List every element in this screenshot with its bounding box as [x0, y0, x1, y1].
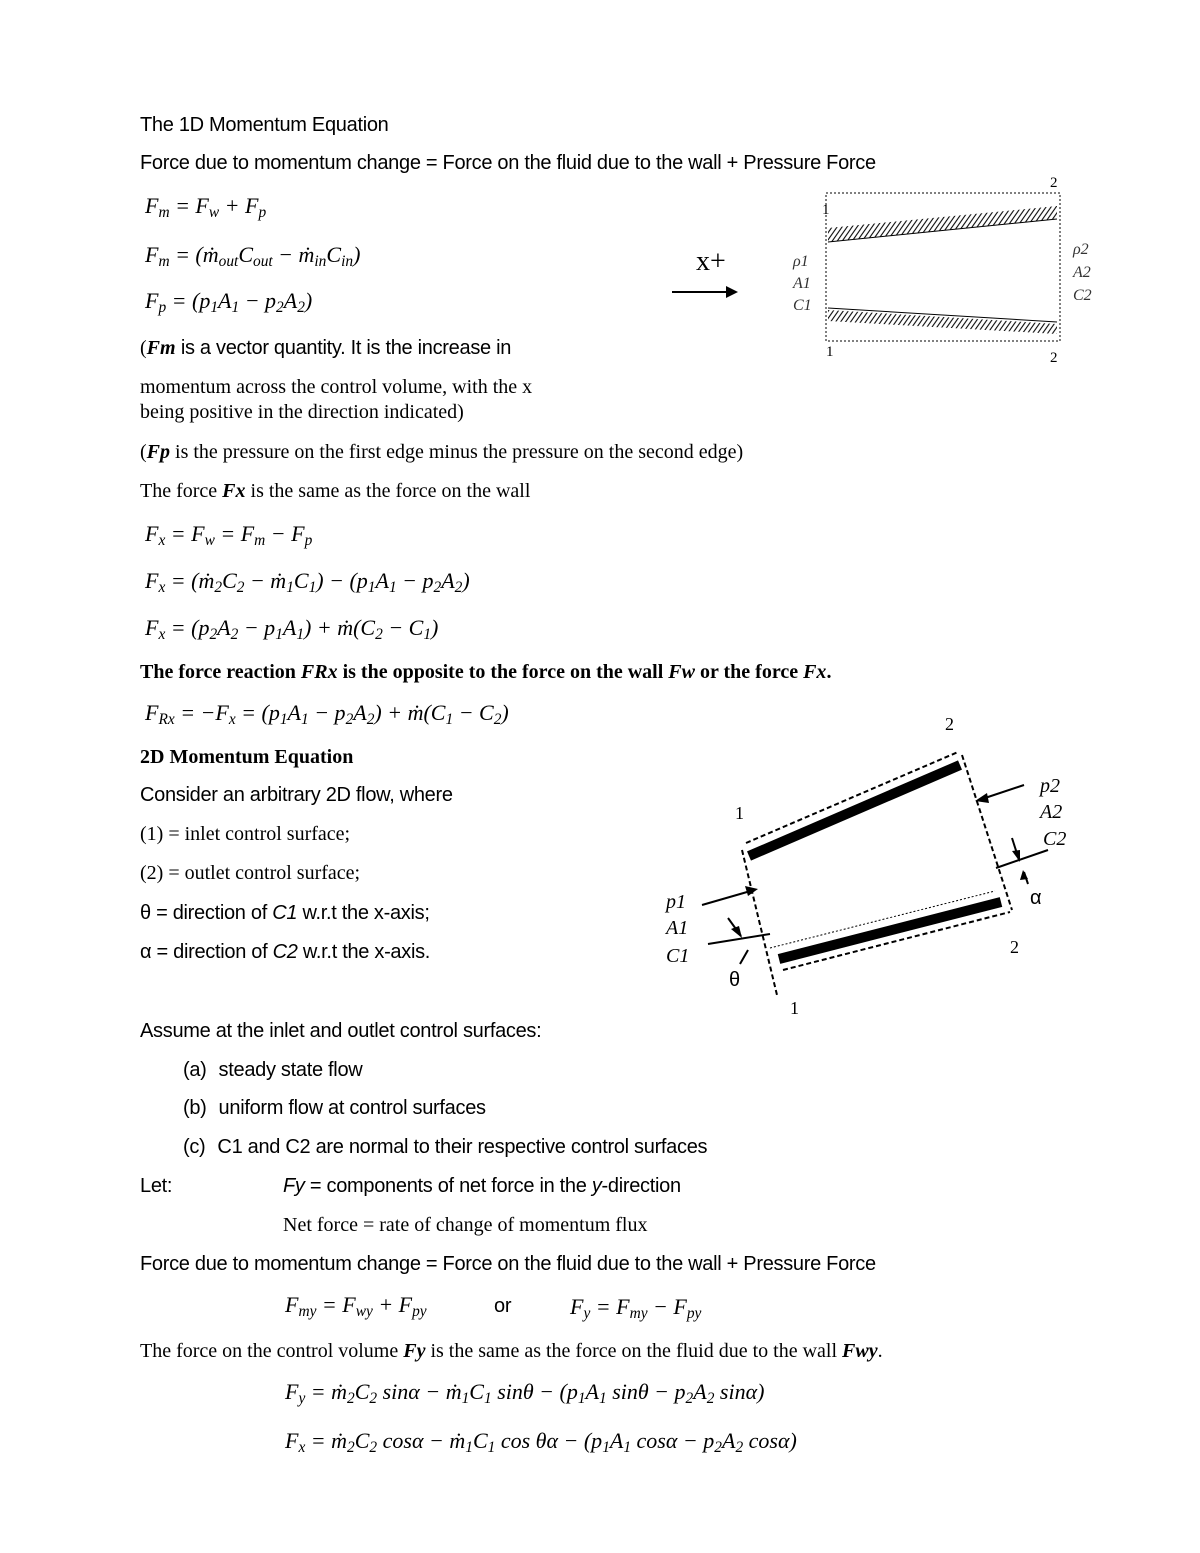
list-item-a: (a) steady state flow — [183, 1059, 363, 1081]
consider-text: Consider an arbitrary 2D flow, where — [140, 784, 453, 806]
eq-fx3: $F_x = (p_2A_2 - p_1A_1)$ + $ṁ(C_2 - C_1)$ — [145, 615, 439, 643]
fm-note-line3: being positive in the direction indicated) — [140, 401, 464, 423]
eq-fy-alt: $F_y = F_{my} - F_{py}$ — [570, 1294, 702, 1322]
outlet-area-label: A2 — [1073, 264, 1091, 281]
def-theta: θ = direction of C1 w.r.t the x-axis; — [140, 902, 430, 924]
section-label-1-top: 1 — [822, 202, 830, 218]
or-text: or — [494, 1295, 512, 1317]
inlet-theta-marker — [708, 918, 770, 964]
label-1-bottom: 1 — [790, 998, 799, 1018]
fx-note: The force Fx is the same as the force on the wall — [140, 480, 531, 502]
inlet-pressure-label: p1 — [666, 891, 686, 913]
x-plus-label: x+ — [696, 246, 726, 277]
eq-frx: $F_{Rx} = -F_x = (p_1A_1 - p_2A_2)$ + $ṁ(C_1 - C_2)$ — [145, 700, 509, 728]
inlet-density-label: ρ1 — [793, 253, 809, 270]
label-2-right: 2 — [1010, 937, 1019, 957]
def-outlet: (2) = outlet control surface; — [140, 862, 361, 884]
reaction-statement: The force reaction FRx is the opposite to the force on the wall Fw or the force Fx. — [140, 661, 832, 683]
fp-note: (Fp is the pressure on the first edge minus the pressure on the second edge) — [140, 441, 744, 463]
duct-top-wall — [746, 752, 960, 856]
inlet-pressure-arrow — [702, 886, 758, 905]
fy-definition: Fy = components of net force in the y-direction — [283, 1175, 681, 1197]
inlet-area-label: A1 — [666, 917, 689, 939]
eq-fx1: $F_x = F_w = F_m - F_p$ — [145, 521, 313, 549]
inlet-control-surface — [742, 850, 777, 995]
intro-text: Force due to momentum change = Force on the fluid due to the wall + Pressure Force — [140, 152, 876, 174]
outlet-pressure-label: p2 — [1040, 775, 1060, 797]
eq-fm-def: $F_m$ = ($ṁ_{out}C_{out}$ − $ṁ_{in}C_{in}$) — [145, 242, 361, 270]
eq-fm-sum: $F_m = F_w + F_p$ — [145, 193, 267, 221]
outlet-control-surface — [962, 755, 1012, 910]
theta-label: θ — [729, 969, 741, 991]
cv-note: The force on the control volume Fy is the same as the force on the fluid due to the wall Fwy. — [140, 1340, 883, 1362]
duct-bottom-wall — [770, 891, 1010, 970]
eq-fy-full: $F_y$ = $ṁ_2C_2$ $\sin\alpha - ṁ_1C_1$ $\sin\theta - (p_1A_1$ $\sin\theta - p_2A_2$ sinα) — [285, 1379, 765, 1407]
label-2-top: 2 — [945, 714, 954, 734]
inlet-velocity-label: C1 — [793, 297, 812, 314]
inlet-area-label: A1 — [793, 275, 811, 292]
section-label-2-bottom: 2 — [1050, 350, 1058, 366]
intro-text-2: Force due to momentum change = Force on the fluid due to the wall + Pressure Force — [140, 1253, 876, 1275]
fm-note-line2: momentum across the control volume, with the x — [140, 376, 533, 398]
eq-fx2: $F_x$ = ($ṁ_2C_2$ − $ṁ_1C_1) - (p_1A_1 - p_2A_2)$ — [145, 568, 470, 596]
eq-fmy-sum: $F_{my} = F_{wy} + F_{py}$ — [285, 1292, 427, 1320]
alpha-label: α — [1030, 887, 1042, 909]
eq-fx-full: $F_x$ = $ṁ_2C_2$ $\cos\alpha - ṁ_1C_1$ $\cos \theta\alpha - (p_1A_1$ $\cos\alpha - p_2A_2$ cosα) — [285, 1428, 797, 1456]
label-1-top: 1 — [735, 803, 744, 823]
outlet-pressure-arrow — [975, 785, 1024, 803]
outlet-alpha-marker — [996, 838, 1048, 884]
outlet-velocity-label: C2 — [1043, 828, 1067, 850]
inlet-velocity-label: C1 — [666, 945, 690, 967]
assume-text: Assume at the inlet and outlet control surfaces: — [140, 1020, 542, 1042]
def-alpha: α = direction of C2 w.r.t the x-axis. — [140, 941, 431, 963]
outlet-area-label: A2 — [1040, 801, 1063, 823]
list-item-b: (b) uniform flow at control surfaces — [183, 1097, 486, 1119]
let-label: Let: — [140, 1175, 173, 1197]
page-title: The 1D Momentum Equation — [140, 114, 389, 136]
section-label-2-top: 2 — [1050, 175, 1058, 191]
list-item-c: (c) C1 and C2 are normal to their respective control surfaces — [183, 1136, 708, 1158]
net-force-text: Net force = rate of change of momentum flux — [283, 1214, 648, 1236]
eq-fp-def: $F_p = (p_1A_1 - p_2A_2)$ — [145, 288, 313, 316]
def-inlet: (1) = inlet control surface; — [140, 823, 351, 845]
outlet-velocity-label: C2 — [1073, 287, 1092, 304]
fm-note-line1: (Fm is a vector quantity. It is the increase in — [140, 337, 512, 359]
outlet-density-label: ρ2 — [1073, 241, 1089, 258]
section-label-1-bottom: 1 — [826, 344, 834, 360]
section-2d-heading: 2D Momentum Equation — [140, 746, 354, 768]
